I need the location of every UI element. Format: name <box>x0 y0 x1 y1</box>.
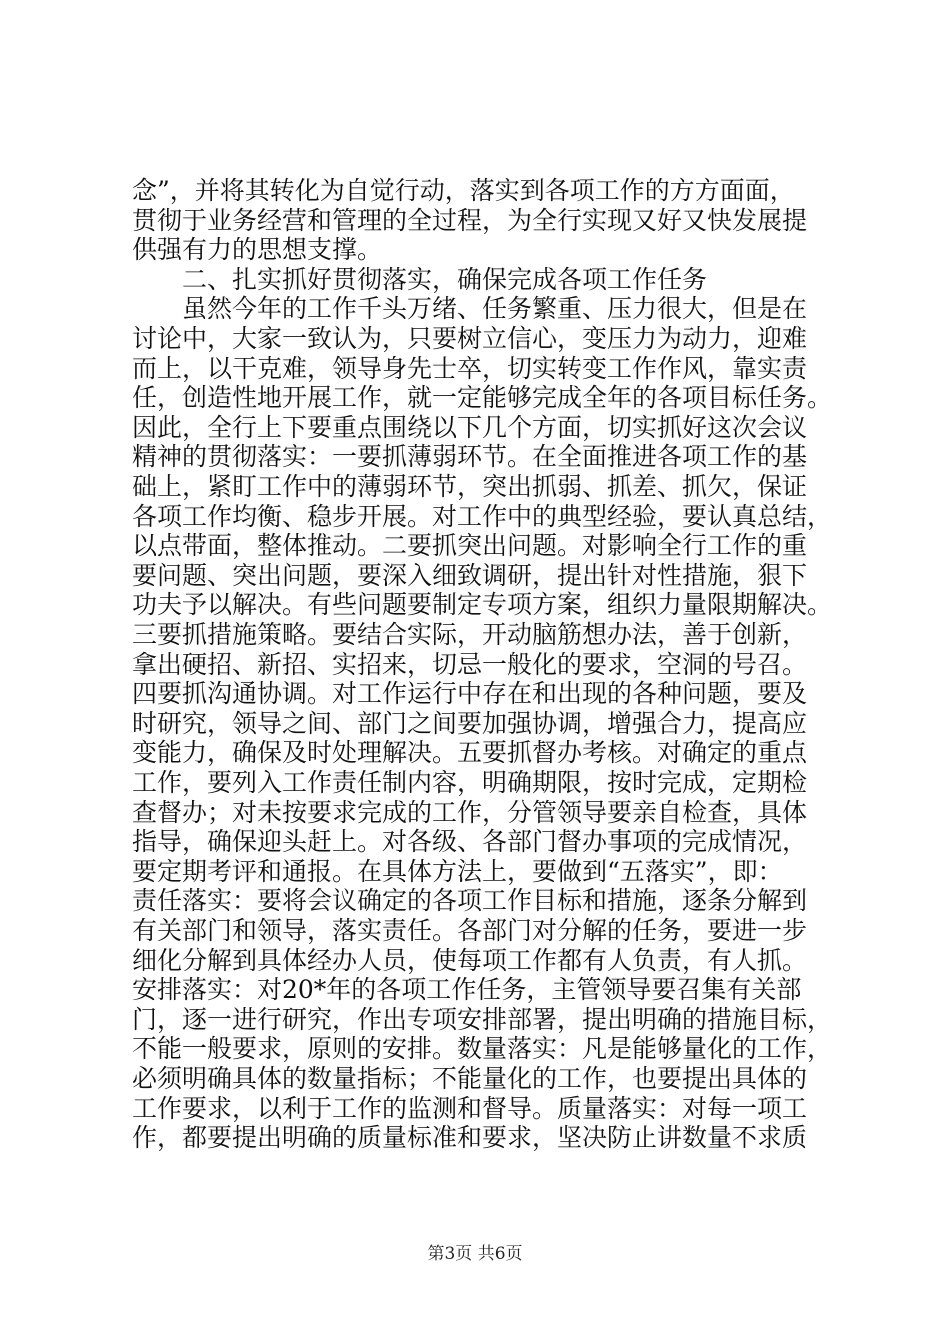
text-line: 念”，并将其转化为自觉行动，落实到各项工作的方方面面， <box>132 176 795 205</box>
text-line: 础上，紧盯工作中的薄弱环节，突出抓弱、抓差、抓欠，保证 <box>132 472 808 501</box>
text-line: 要问题、突出问题，要深入细致调研，提出针对性措施，狠下 <box>132 560 808 590</box>
text-line: 工作，要列入工作责任制内容，明确期限，按时完成，定期检 <box>132 768 808 797</box>
text-line: 而上，以干克难，领导身先士卒，切实转变工作作风，靠实责 <box>132 353 808 383</box>
text-line: 贯彻于业务经营和管理的全过程，为全行实现又好又快发展提 <box>132 205 808 235</box>
text-line: 讨论中，大家一致认为，只要树立信心，变压力为动力，迎难 <box>132 324 808 353</box>
text-line: 安排落实：对20*年的各项工作任务，主管领导要召集有关部 <box>132 975 802 1005</box>
text-line: 作，都要提出明确的质量标准和要求，坚决防止讲数量不求质 <box>132 1123 808 1153</box>
text-line: 查督办；对未按要求完成的工作，分管领导要亲自检查，具体 <box>132 797 808 827</box>
text-line: 任，创造性地开展工作，就一定能够完成全年的各项目标任务。 <box>132 383 832 413</box>
page-number: 第3页 共6页 <box>427 1244 523 1264</box>
text-line: 要定期考评和通报。在具体方法上，要做到“五落实”，即： <box>132 856 783 886</box>
text-line: 功夫予以解决。有些问题要制定专项方案，组织力量限期解决。 <box>132 590 832 620</box>
text-line: 必须明确具体的数量指标；不能量化的工作，也要提出具体的 <box>132 1064 808 1093</box>
text-line: 拿出硬招、新招、实招来，切忌一般化的要求，空洞的号召。 <box>132 649 808 679</box>
text-line: 时研究，领导之间、部门之间要加强协调，增强合力，提高应 <box>132 708 808 738</box>
text-line: 工作要求，以利于工作的监测和督导。质量落实：对每一项工 <box>132 1093 808 1123</box>
text-line: 三要抓措施策略。要结合实际，开动脑筋想办法，善于创新， <box>132 620 808 649</box>
text-line: 以点带面，整体推动。二要抓突出问题。对影响全行工作的重 <box>132 531 808 561</box>
text-line: 门，逐一进行研究，作出专项安排部署，提出明确的措施目标， <box>132 1004 832 1034</box>
text-line: 精神的贯彻落实：一要抓薄弱环节。在全面推进各项工作的基 <box>132 442 808 472</box>
text-line: 因此，全行上下要重点围绕以下几个方面，切实抓好这次会议 <box>132 412 808 442</box>
text-line: 各项工作均衡、稳步开展。对工作中的典型经验，要认真总结， <box>132 501 832 531</box>
text-line: 供强有力的思想支撑。 <box>132 235 383 265</box>
section-heading: 二、扎实抓好贯彻落实，确保完成各项工作任务 <box>182 264 708 294</box>
text-line: 责任落实：要将会议确定的各项工作目标和措施，逐条分解到 <box>132 886 808 916</box>
text-line: 细化分解到具体经办人员，使每项工作都有人负责，有人抓。 <box>132 945 808 975</box>
text-line: 有关部门和领导，落实责任。各部门对分解的任务，要进一步 <box>132 916 808 945</box>
text-line: 四要抓沟通协调。对工作运行中存在和出现的各种问题，要及 <box>132 679 808 709</box>
text-line: 不能一般要求，原则的安排。数量落实：凡是能够量化的工作， <box>132 1034 832 1064</box>
text-line: 虽然今年的工作千头万绪、任务繁重、压力很大，但是在 <box>182 294 808 324</box>
text-line: 指导，确保迎头赶上。对各级、各部门督办事项的完成情况， <box>132 827 808 857</box>
text-line: 变能力，确保及时处理解决。五要抓督办考核。对确定的重点 <box>132 738 808 768</box>
